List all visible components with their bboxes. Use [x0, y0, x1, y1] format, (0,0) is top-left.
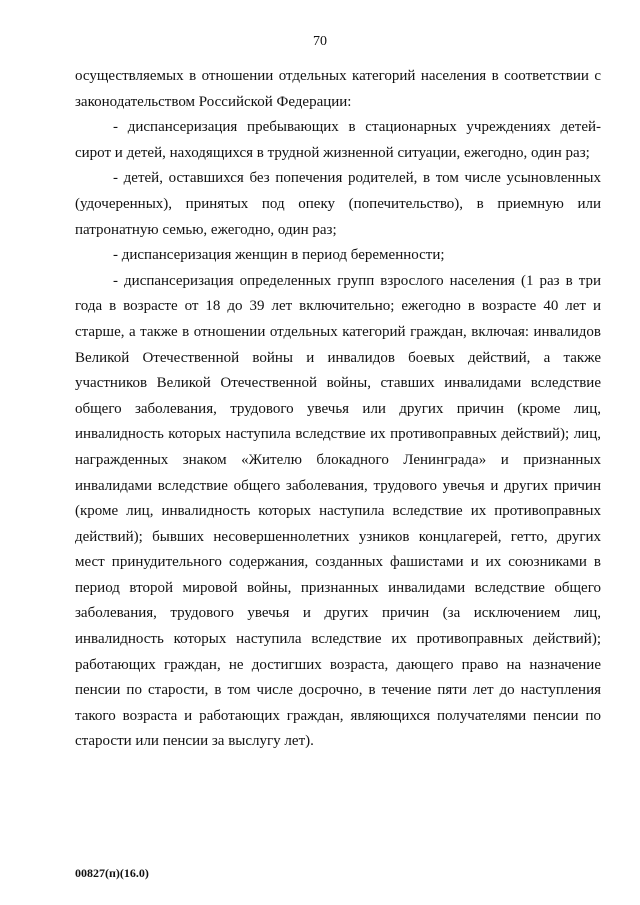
page-number: 70: [313, 34, 327, 49]
paragraph-pregnancy-dispensary: - диспансеризация женщин в период беременности;: [113, 247, 445, 264]
paragraph-orphans-dispensary: - диспансеризация пребывающих в стационарных учреждениях детей-сирот и детей, находящихся в трудной жизненной ситуации, ежегодно, один раз;: [75, 119, 601, 161]
body-text: [75, 64, 601, 755]
document-code: 00827(п)(16.0): [75, 866, 149, 880]
paragraph-adult-dispensary: - диспансеризация определенных групп взрослого населения (1 раз в три года в возрасте от 18 до 39 лет включительно; ежегодно в возрасте 40 лет и старше, а также в отношении отдельных категорий граждан, включая: инвалидов Великой Отечественной войны и инвалидов боевых действий, а также участников Великой Отечественной войны, ставших инвалидами вследствие общего заболевания, трудового увечья или других причин (кроме лиц, инвалидность которых наступила вследствие их противоправных действий); лиц, награжденных знаком «Жителю блокадного Ленинграда» и признанных инвалидами вследствие общего заболевания, трудового увечья и других причин (кроме лиц, инвалидность которых наступила вследствие их противоправных действий); бывших несовершеннолетних узников концлагерей, гетто, других мест принудительного содержания, созданных фашистами и их союзниками в период второй мировой войны, признанных инвалидами вследствие общего заболевания, трудового увечья и других причин (за исключением лиц, инвалидность которых наступила вследствие их противоправных действий); работающих граждан, не достигших возраста, дающего право на назначение пенсии по старости, в том числе досрочно, в течение пяти лет до наступления такого возраста и работающих граждан, являющихся получателями пенсии по старости или пенсии за выслугу лет).: [75, 272, 601, 750]
paragraph-children-without-care: - детей, оставшихся без попечения родителей, в том числе усыновленных (удочеренных), принятых под опеку (попечительство), в приемную или патронатную семью, ежегодно, один раз;: [75, 170, 601, 238]
paragraph-continuation: осуществляемых в отношении отдельных категорий населения в соответствии с законодательством Российской Федерации:: [75, 68, 601, 110]
